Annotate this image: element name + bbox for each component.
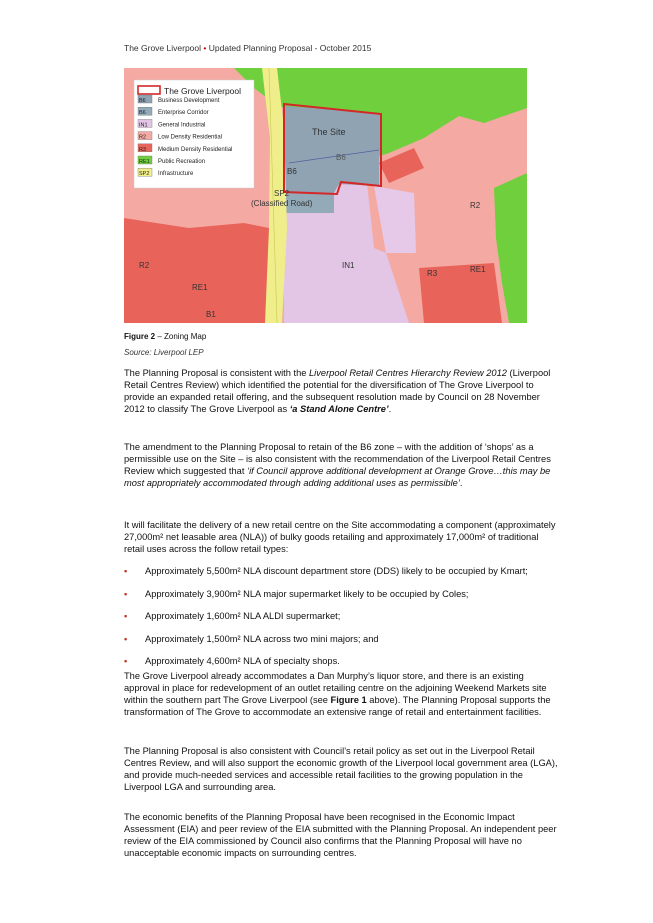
list-item [124, 633, 560, 645]
label-sp2: SP2 [274, 189, 290, 198]
p4-text-a: The Grove Liverpool already accommodates a Dan Murphy’s liquor store, and there is an existing approval in place for redevelopment of an outlet retailing centre on the adjoining Weekend Markets site within the southern part The Grove Liverpool (see [124, 671, 547, 705]
label-re1-left: RE1 [192, 283, 208, 292]
p5-text: The Planning Proposal is also consistent with Council’s retail policy as set out in the Liverpool Retail Centres Review, and will also support the economic growth of the Liverpool local government area (LGA), and provide much-needed services and accessible retail facilities to the growing population in the Liverpool LGA and surrounding area. [124, 746, 558, 792]
legend-code: R3 [139, 146, 147, 153]
bullet-icon: • [124, 588, 128, 599]
p1-text-c: (Liverpool Retail Centres Review) which identified the potential for the diversification of The Grove Liverpool to provide an expanded retail offering, and the subsequent resolution made by Council on 28 November 2012 to classify The Grove Liverpool as [124, 368, 551, 414]
label-b-bottom: B1 [206, 310, 216, 319]
zone-b6-site [284, 106, 379, 193]
map-legend [134, 80, 254, 188]
bullet-icon: • [124, 611, 128, 621]
p1-text-e: . [388, 404, 392, 414]
legend-label: Medium Density Residential [158, 146, 233, 153]
list-item-text: Approximately 1,500m² NLA across two mini majors; and [145, 633, 379, 644]
p1-text-a: The Planning Proposal is consistent with the [124, 368, 310, 378]
figure-caption-text: – Zoning Map [155, 332, 207, 341]
p2-italic-b: ‘if Council approve additional development at Orange Grove…this may be most appropriately accommodated through adding additional uses as permissible’ [124, 466, 551, 488]
header-title: The Grove Liverpool [124, 43, 202, 53]
legend-code: R2 [139, 134, 147, 141]
legend-code: B6 [139, 98, 146, 104]
list-item-text: Approximately 1,600m² NLA ALDI supermarket; [145, 611, 341, 621]
paragraph-3 [124, 519, 560, 555]
figure-caption [124, 332, 206, 341]
p1-italic-b: Liverpool Retail Centres Hierarchy Review 2012 [309, 368, 507, 378]
list-item [124, 588, 560, 600]
legend-label: Business Development [158, 98, 220, 104]
list-item [124, 610, 560, 622]
paragraph-5 [124, 745, 560, 793]
paragraph-4 [124, 670, 560, 718]
retail-types-list [124, 565, 560, 678]
legend-label: Low Density Residential [158, 134, 223, 141]
legend-code: SP2 [139, 171, 150, 178]
paragraph-6 [124, 811, 560, 859]
legend-code: IN1 [139, 122, 148, 129]
p6-text: The economic benefits of the Planning Proposal have been recognised in the Economic Impact Assessment (EIA) and peer review of the EIA submitted with the Planning Proposal. An independent peer review of the EIA commissioned by Council also confirms that the Planning Proposal will have no unacceptable economic impacts on surrounding centres. [124, 812, 557, 858]
label-r2-left: R2 [139, 261, 150, 270]
bullet-icon: • [124, 656, 128, 666]
p4-figure-ref: Figure 1 [330, 695, 367, 705]
header-separator: • [203, 43, 207, 53]
p1-italic-d: ‘a Stand Alone Centre’ [289, 404, 389, 414]
label-in1: IN1 [342, 261, 355, 270]
list-item [124, 655, 560, 667]
legend-code: RE1 [139, 159, 150, 165]
figure-number: Figure 2 [124, 332, 156, 341]
paragraph-2 [124, 441, 560, 489]
label-site: The Site [312, 127, 346, 137]
p3-text: It will facilitate the delivery of a new retail centre on the Site accommodating a component (approximately 27,000m² net leasable area (NLA)) of bulky goods retailing and approximately 17,000m² of traditional retail uses across the follow retail types: [124, 520, 556, 554]
label-b6: B6 [336, 153, 346, 162]
legend-label: Enterprise Corridor [158, 110, 209, 117]
bullet-icon: • [124, 633, 128, 644]
legend-label: Public Recreation [158, 159, 206, 165]
list-item-text: Approximately 3,900m² NLA major supermarket likely to be occupied by Coles; [145, 588, 469, 599]
label-re1-right: RE1 [470, 265, 486, 274]
header-subtitle: Updated Planning Proposal - October 2015 [208, 43, 372, 53]
list-item-text: Approximately 4,600m² NLA of specialty shops. [145, 656, 340, 666]
legend-title: The Grove Liverpool [164, 86, 242, 96]
zoning-map [124, 68, 527, 323]
label-r3: R3 [427, 269, 438, 278]
list-item [124, 565, 560, 577]
legend-code: B6 [139, 110, 146, 117]
p2-text-c: . [459, 478, 463, 488]
label-sp2-sub: (Classified Road) [251, 199, 313, 208]
p2-text-a: The amendment to the Planning Proposal to retain of the B6 zone – with the addition of ‘shops’ as a permissible use on the Site – is also consistent with the recommendation of the Liverpool Retail Centres Review which suggested that [124, 442, 551, 476]
paragraph-1 [124, 367, 560, 415]
p4-text-c: above). The Planning Proposal supports the transformation of The Grove to accommodate an extensive range of retail and entertainment facilities. [124, 695, 551, 717]
list-item-text: Approximately 5,500m² NLA discount department store (DDS) likely to be occupied by Kmart; [145, 566, 528, 576]
bullet-icon: • [124, 566, 128, 576]
zone-r3-west [124, 218, 274, 323]
figure-source: Source: Liverpool LEP [124, 348, 204, 357]
legend-label: Infrastructure [158, 171, 194, 178]
label-r2-right: R2 [470, 201, 481, 210]
running-header [124, 43, 371, 53]
legend-label: General Industrial [158, 122, 206, 129]
label-b6-small: B6 [287, 167, 297, 176]
